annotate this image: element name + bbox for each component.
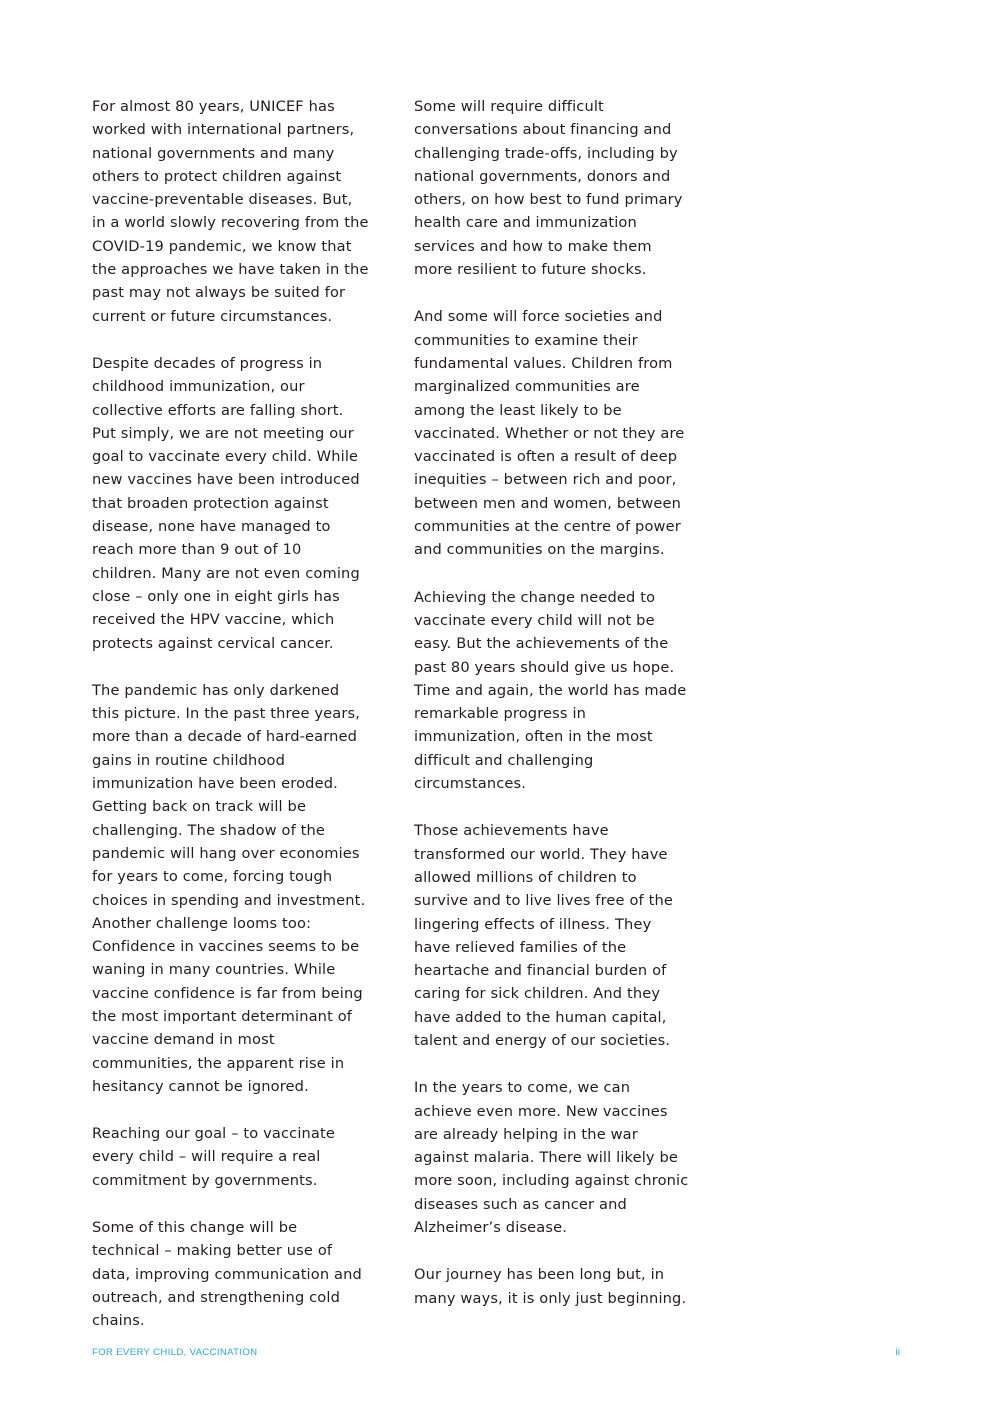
page-number: ii [895, 1347, 900, 1358]
paragraph: Reaching our goal – to vaccinate every child – will require a real commitment by governments. [92, 1125, 336, 1189]
right-column [414, 95, 691, 1333]
paragraph: And some will force societies and communities to examine their fundamental values. Children from marginalized communities are among the least likely to be vaccinated. Whether or not they are vaccinated is often a result of deep inequities – between rich and poor, between men and women, between communities at the centre of power and communities on the margins. [414, 308, 685, 559]
page-footer [92, 1347, 900, 1363]
paragraph: Our journey has been long but, in many ways, it is only just beginning. [414, 1266, 687, 1307]
paragraph: Those achievements have transformed our world. They have allowed millions of children to survive and to live lives free of the lingering effects of illness. They have relieved families of the heartache and financial burden of caring for sick children. And they have added to the human capital, talent and energy of our societies. [414, 822, 673, 1049]
paragraph: In the years to come, we can achieve even more. New vaccines are already helping in the war against malaria. There will likely be more soon, including against chronic diseases such as cancer and Alzheimer’s disease. [414, 1079, 689, 1237]
body-columns [92, 95, 692, 1333]
paragraph: Some of this change will be technical – making better use of data, improving communication and outreach, and strengthening cold chains. [92, 1219, 362, 1330]
paragraph: For almost 80 years, UNICEF has worked with international partners, national governments and many others to protect children against vaccine-preventable diseases. But, in a world slowly recovering from the COVID-19 pandemic, we know that the approaches we have taken in the past may not always be suited for current or future circumstances. [92, 98, 369, 325]
paragraph: Some will require difficult conversations about financing and challenging trade-offs, including by national governments, donors and others, on how best to fund primary health care and immunization services and how to make them more resilient to future shocks. [414, 98, 683, 279]
paragraph: Despite decades of progress in childhood immunization, our collective efforts are falling short. Put simply, we are not meeting our goal to vaccinate every child. While new vaccines have been introduced that broaden protection against disease, none have managed to reach more than 9 out of 10 children. Many are not even coming close – only one in eight girls has received the HPV vaccine, which protects against cervical cancer. [92, 354, 360, 652]
paragraph: The pandemic has only darkened this picture. In the past three years, more than a decade of hard-earned gains in routine childhood immunization have been eroded. Getting back on track will be challenging. The shadow of the pandemic will hang over economies for years to come, forcing tough choices in spending and investment. Another challenge looms too: Confidence in vaccines seems to be waning in many countries. While vaccine confidence is far from being the most important determinant of vaccine demand in most communities, the apparent rise in hesitancy cannot be ignored. [92, 681, 366, 1095]
footer-title: FOR EVERY CHILD, VACCINATION [92, 1347, 258, 1358]
left-column [92, 95, 369, 1333]
paragraph: Achieving the change needed to vaccinate every child will not be easy. But the achievements of the past 80 years should give us hope. Time and again, the world has made remarkable progress in immunization, often in the most difficult and challenging circumstances. [414, 588, 687, 793]
